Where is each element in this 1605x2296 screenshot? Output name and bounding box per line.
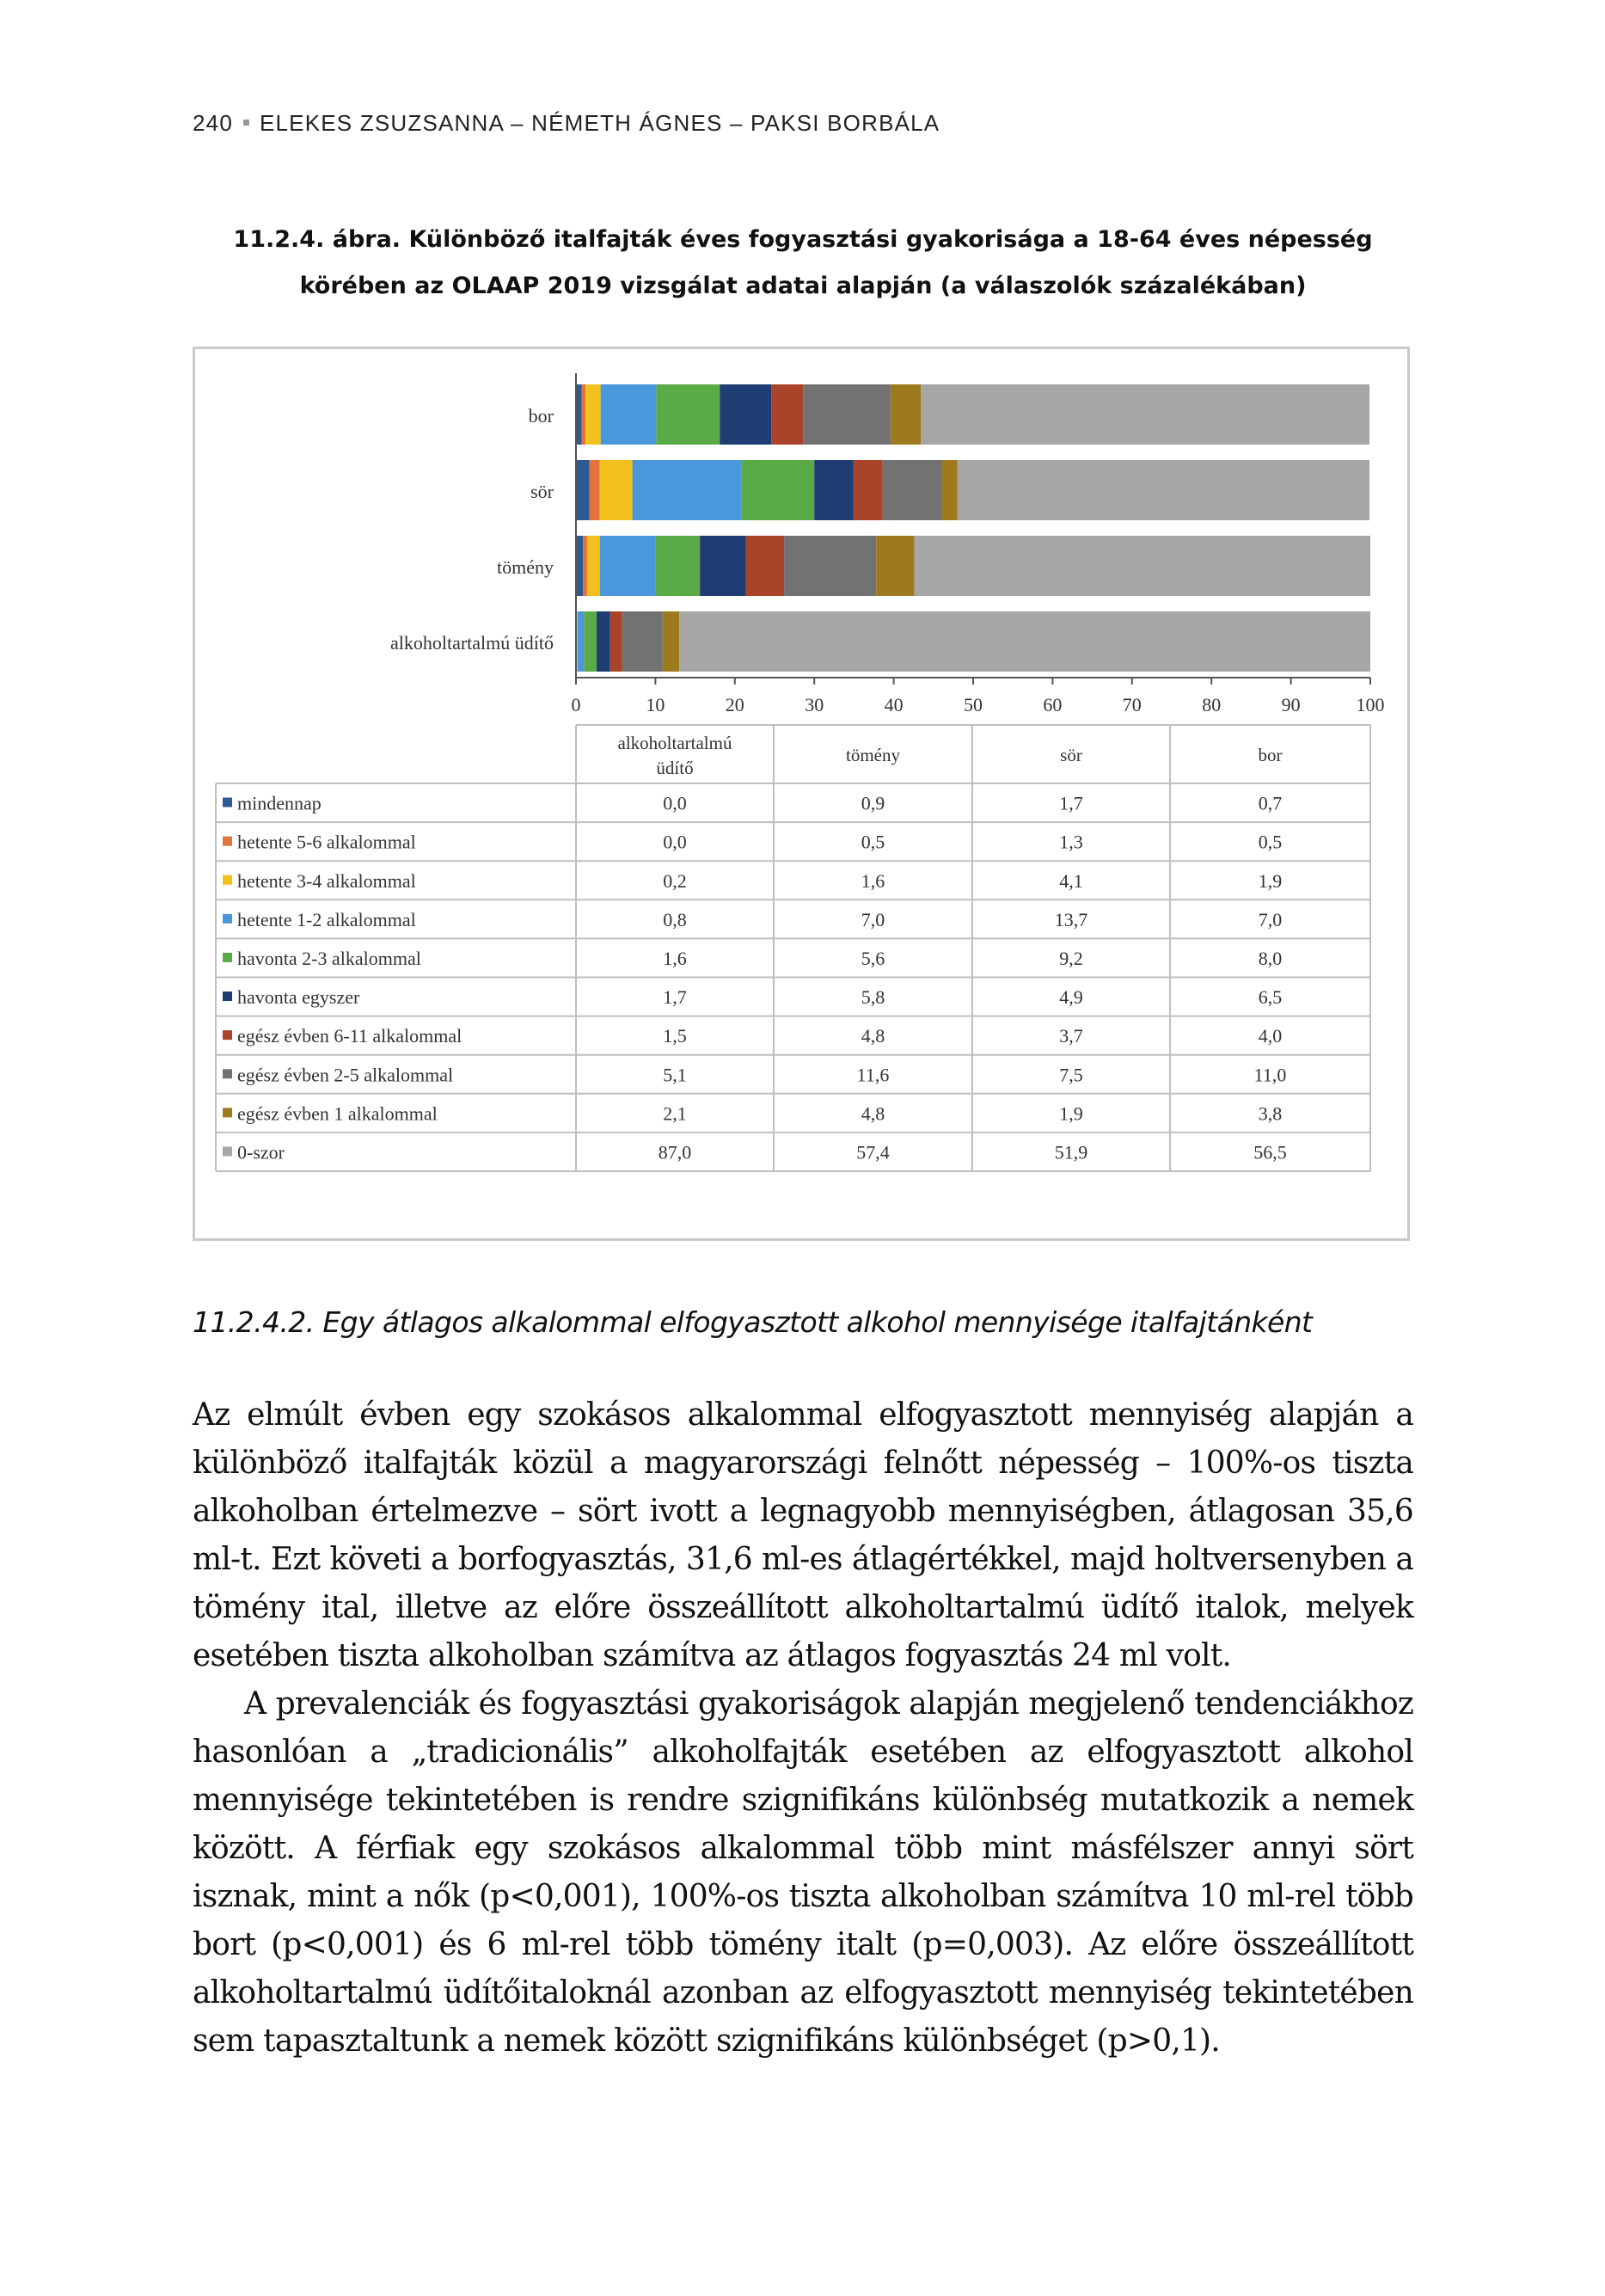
legend-label-egesz-evben-6-11-alkalommal: egész évben 6-11 alkalommal [237,1025,463,1047]
table-cell-havonta-2-3-alkalommal-1: 5,6 [861,947,885,969]
table-cell-hetente-1-2-alkalommal-1: 7,0 [861,908,885,930]
legend-label-egesz-evben-1-alkalommal: egész évben 1 alkalommal [237,1102,438,1125]
running-head-authors: ELEKES ZSUZSANNA – NÉMETH ÁGNES – PAKSI BORBÁLA [259,110,940,136]
bar-segment-tomeny-havonta-egyszer [700,536,746,596]
bar-segment-sor-hetente-1-2-alkalommal [633,460,742,520]
category-label-bor: bor [528,405,554,427]
bar-segment-bor-egesz-evben-1-alkalommal [891,384,921,445]
x-tick-label-70: 70 [1122,694,1142,715]
legend-label-egesz-evben-2-5-alkalommal: egész évben 2-5 alkalommal [237,1064,454,1086]
bar-segment-sor-egesz-evben-2-5-alkalommal [883,460,942,520]
legend-key-havonta-egyszer [223,991,232,1001]
table-cell-egesz-evben-2-5-alkalommal-1: 11,6 [856,1064,890,1086]
bar-segment-bor-havonta-egyszer [720,384,771,445]
table-cell-havonta-2-3-alkalommal-3: 8,0 [1258,947,1283,969]
table-cell-egesz-evben-6-11-alkalommal-3: 4,0 [1258,1025,1283,1047]
legend-label-mindennap: mindennap [237,792,322,814]
table-cell-egesz-evben-1-alkalommal-3: 3,8 [1258,1102,1283,1125]
legend-key-hetente-3-4-alkalommal [223,875,232,885]
table-cell-mindennap-0: 0,0 [663,792,687,814]
figure-caption [193,217,1413,310]
legend-key-egesz-evben-6-11-alkalommal [223,1030,232,1040]
table-cell-0-szor-3: 56,5 [1253,1141,1287,1163]
bar-segment-tomeny-egesz-evben-6-11-alkalommal [746,536,784,596]
table-cell-egesz-evben-6-11-alkalommal-1: 4,8 [861,1025,885,1047]
x-tick-label-90: 90 [1281,694,1301,715]
figure-box [193,347,1410,1241]
bar-segment-alkoholtartalmu-udito-egesz-evben-1-alkalommal [663,611,679,672]
figure-caption-line-1: 11.2.4. ábra. Különböző italfajták éves fogyasztási gyakorisága a 18-64 éves népesség [233,226,1373,253]
figure-caption-line-2: körében az OLAAP 2019 vizsgálat adatai alapján (a válaszolók százalékában) [299,273,1307,299]
x-tick-label-100: 100 [1356,694,1385,715]
table-cell-hetente-3-4-alkalommal-3: 1,9 [1258,869,1283,892]
bar-segment-tomeny-hetente-1-2-alkalommal [600,536,656,596]
bar-segment-sor-mindennap [576,460,590,520]
body-paragraph-2: A prevalenciák és fogyasztási gyakoriságok alapján megjelenő tendenciákhoz hasonlóan a „tradicionális” alkoholfajták esetében az elfogyasztott alkohol mennyisége tekintetében is rendre szignifikáns különbség mutatkozik a nemek között. A férfiak egy szokásos alkalommal több mint másfélszer annyi sört isznak, mint a nők (p<0,001), 100%-os tiszta alkoholban számítva 10 ml-rel több bort (p<0,001) és 6 ml-rel több tömény italt (p=0,003). Az előre összeállított alkoholtartalmú üdítőitaloknál azonban az elfogyasztott mennyiség tekintetében sem tapasztaltunk a nemek között szignifikáns különbséget (p>0,1). [193,1686,1413,2059]
x-tick-label-60: 60 [1043,694,1063,715]
table-cell-mindennap-1: 0,9 [861,792,885,814]
bar-segment-alkoholtartalmu-udito-hetente-1-2-alkalommal [578,611,584,672]
bar-segment-bor-hetente-1-2-alkalommal [601,384,657,445]
x-tick-label-20: 20 [725,694,744,715]
table-cell-havonta-2-3-alkalommal-0: 1,6 [663,947,687,969]
bar-segment-bor-egesz-evben-6-11-alkalommal [771,384,803,445]
page-number: 240 [193,110,233,136]
legend-label-havonta-egyszer: havonta egyszer [237,986,360,1009]
bar-segment-bor-havonta-2-3-alkalommal [656,384,720,445]
table-cell-0-szor-1: 57,4 [856,1141,890,1163]
table-cell-egesz-evben-2-5-alkalommal-0: 5,1 [663,1064,687,1086]
table-cell-mindennap-2: 1,7 [1059,792,1083,814]
legend-key-hetente-5-6-alkalommal [223,837,232,846]
table-cell-hetente-1-2-alkalommal-0: 0,8 [663,908,687,930]
bar-segment-sor-egesz-evben-6-11-alkalommal [853,460,882,520]
bar-segment-tomeny-havonta-2-3-alkalommal [655,536,700,596]
table-cell-havonta-2-3-alkalommal-2: 9,2 [1059,947,1083,969]
table-header-tomeny: tömény [846,745,900,765]
x-tick-label-0: 0 [571,694,581,715]
bar-segment-sor-havonta-egyszer [814,460,853,520]
body-paragraph-1: Az elmúlt évben egy szokásos alkalommal elfogyasztott mennyiség alapján a különböző italfajták közül a magyarországi felnőtt népesség – 100%-os tiszta alkoholban értelmezve – sört ivott a legnagyobb mennyiségben, átlagosan 35,6 ml-t. Ezt követi a borfogyasztás, 31,6 ml-es átlagértékkel, majd holtversenyben a tömény ital, illetve az előre összeállított alkoholtartalmú üdítő italok, melyek esetében tiszta alkoholban számítva az átlagos fogyasztás 24 ml volt. [193,1397,1413,1673]
table-header-alkoholtartalmu-line-2: üdítő [656,758,694,778]
table-cell-hetente-1-2-alkalommal-3: 7,0 [1258,908,1283,930]
legend-key-havonta-2-3-alkalommal [223,953,232,962]
bar-segment-bor-hetente-5-6-alkalommal [581,384,585,445]
bar-segment-sor-egesz-evben-1-alkalommal [942,460,958,520]
bar-segment-tomeny-0-szor [915,536,1370,596]
category-label-sor: sör [530,481,554,502]
table-header-sor: sör [1060,745,1082,765]
table-cell-hetente-3-4-alkalommal-0: 0,2 [663,869,687,892]
table-cell-egesz-evben-6-11-alkalommal-0: 1,5 [663,1025,687,1047]
bar-segment-tomeny-mindennap [576,536,583,596]
table-cell-mindennap-3: 0,7 [1258,792,1283,814]
table-cell-egesz-evben-1-alkalommal-2: 1,9 [1059,1102,1083,1125]
x-tick-label-50: 50 [964,694,983,715]
table-cell-hetente-1-2-alkalommal-2: 13,7 [1054,908,1088,930]
table-cell-havonta-egyszer-0: 1,7 [663,986,687,1009]
x-tick-label-30: 30 [805,694,824,715]
table-header-alkoholtartalmu-line-1: alkoholtartalmú [617,733,732,753]
table-cell-hetente-3-4-alkalommal-2: 4,1 [1059,869,1083,892]
bar-segment-alkoholtartalmu-udito-0-szor [679,611,1370,672]
bar-segment-tomeny-egesz-evben-2-5-alkalommal [784,536,876,596]
legend-key-egesz-evben-2-5-alkalommal [223,1069,232,1078]
bar-segment-bor-0-szor [921,384,1369,445]
bar-segment-tomeny-hetente-5-6-alkalommal [583,536,587,596]
legend-label-hetente-3-4-alkalommal: hetente 3-4 alkalommal [237,869,416,892]
x-tick-label-80: 80 [1202,694,1222,715]
legend-label-hetente-5-6-alkalommal: hetente 5-6 alkalommal [237,831,416,853]
table-cell-egesz-evben-2-5-alkalommal-3: 11,0 [1253,1064,1287,1086]
table-header-bor: bor [1258,745,1283,765]
bar-segment-sor-havonta-2-3-alkalommal [741,460,814,520]
running-head [193,110,940,137]
bar-segment-bor-egesz-evben-2-5-alkalommal [803,384,891,445]
table-cell-0-szor-0: 87,0 [658,1141,692,1163]
body-text [193,1391,1413,2066]
table-cell-egesz-evben-6-11-alkalommal-2: 3,7 [1059,1025,1083,1047]
bar-segment-bor-hetente-3-4-alkalommal [585,384,601,445]
table-cell-egesz-evben-1-alkalommal-1: 4,8 [861,1102,885,1125]
bar-segment-alkoholtartalmu-udito-egesz-evben-2-5-alkalommal [622,611,663,672]
table-cell-hetente-5-6-alkalommal-2: 1,3 [1059,831,1083,853]
table-cell-hetente-5-6-alkalommal-1: 0,5 [861,831,885,853]
table-cell-havonta-egyszer-1: 5,8 [861,986,885,1009]
legend-key-hetente-1-2-alkalommal [223,914,232,924]
table-cell-egesz-evben-1-alkalommal-0: 2,1 [663,1102,687,1125]
legend-label-0-szor: 0-szor [237,1141,285,1163]
x-tick-label-10: 10 [646,694,665,715]
bar-segment-sor-0-szor [958,460,1370,520]
category-label-alkoholtartalmu-udito: alkoholtartalmú üdítő [389,632,554,654]
table-cell-hetente-3-4-alkalommal-1: 1,6 [861,869,885,892]
section-heading: 11.2.4.2. Egy átlagos alkalommal elfogyasztott alkohol mennyisége italfajtánként [193,1305,1313,1339]
table-cell-havonta-egyszer-2: 4,9 [1059,986,1083,1009]
table-cell-havonta-egyszer-3: 6,5 [1258,986,1283,1009]
legend-key-mindennap [223,798,232,807]
legend-label-havonta-2-3-alkalommal: havonta 2-3 alkalommal [237,947,421,969]
table-cell-hetente-5-6-alkalommal-3: 0,5 [1258,831,1283,853]
bar-segment-sor-hetente-3-4-alkalommal [600,460,633,520]
legend-key-egesz-evben-1-alkalommal [223,1108,232,1117]
x-tick-label-40: 40 [884,694,904,715]
stacked-bar-chart [195,349,1407,1238]
legend-label-hetente-1-2-alkalommal: hetente 1-2 alkalommal [237,908,416,930]
bar-segment-alkoholtartalmu-udito-havonta-egyszer [597,611,610,672]
table-cell-hetente-5-6-alkalommal-0: 0,0 [663,831,687,853]
separator-square-icon [243,120,249,126]
category-label-tomeny: tömény [497,556,554,578]
bar-segment-alkoholtartalmu-udito-egesz-evben-6-11-alkalommal [610,611,622,672]
legend-key-0-szor [223,1146,232,1156]
bar-segment-tomeny-hetente-3-4-alkalommal [587,536,600,596]
bar-segment-alkoholtartalmu-udito-havonta-2-3-alkalommal [584,611,597,672]
table-cell-egesz-evben-2-5-alkalommal-2: 7,5 [1059,1064,1083,1086]
bar-segment-tomeny-egesz-evben-1-alkalommal [876,536,914,596]
table-cell-0-szor-2: 51,9 [1054,1141,1088,1163]
bar-segment-sor-hetente-5-6-alkalommal [590,460,600,520]
